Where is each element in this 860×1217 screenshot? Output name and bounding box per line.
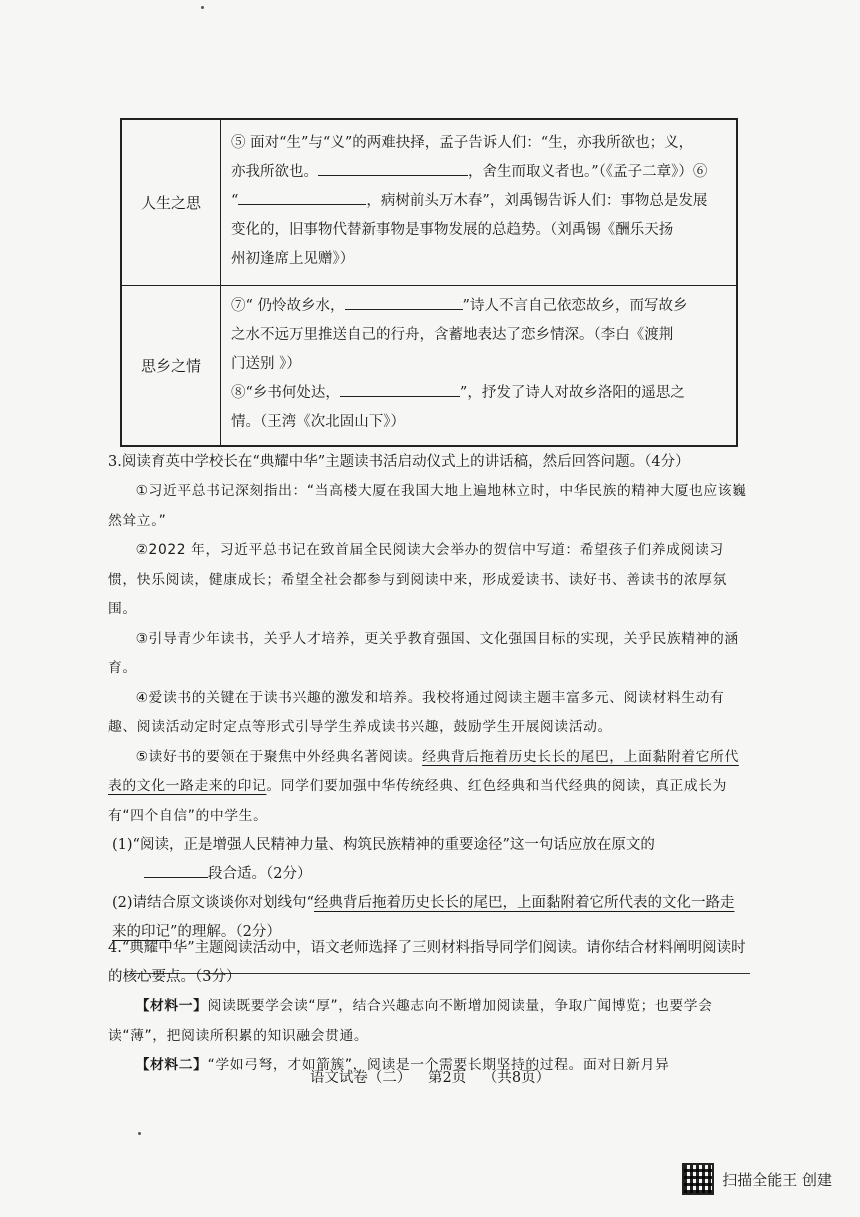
answer-blank[interactable] bbox=[318, 159, 468, 176]
line: 变化的，旧事物代替新事物是事物发展的总趋势。（刘禹锡《酬乐天扬 bbox=[231, 221, 674, 238]
line: 州初逢席上见赠》） bbox=[231, 250, 355, 267]
question-head: 4.“典耀中华”主题阅读活动中，语文老师选择了三则材料指导同学们阅读。请你结合材料阐明阅读时的核心要点。（3分） bbox=[108, 940, 746, 985]
category-cell: 人生之思 bbox=[121, 119, 221, 285]
sub-question-1: (1)“阅读，正是增强人民精神力量、构筑民族精神的重要途径”这一句话应放在原文的 bbox=[112, 837, 655, 853]
table-row bbox=[121, 119, 737, 285]
sub-question-2: (2)请结合原文谈谈你对划线句“经典背后拖着历史长长的尾巴，上面黏附着它所代表的文化一路走来的印记”的理解。（2分） bbox=[112, 895, 735, 940]
line: ⑤ 面对“生”与“义”的两难抉择，孟子告诉人们：“生，亦我所欲也；义， bbox=[231, 134, 694, 151]
content-cell bbox=[221, 285, 738, 446]
paragraph: ③引导青少年读书，关乎人才培养，更关乎教育强国、文化强国目标的实现，关乎民族精神的涵育。 bbox=[108, 630, 739, 676]
answer-blank[interactable] bbox=[345, 293, 463, 310]
answer-blank[interactable] bbox=[340, 380, 460, 397]
line: 之水不远万里推送自己的行舟，含蓄地表达了恋乡情深。（李白《渡荆 bbox=[231, 326, 674, 343]
paragraph: ②2022 年，习近平总书记在致首届全民阅读大会举办的贺信中写道：希望孩子们养成阅读习惯，快乐阅读，健康成长；希望全社会都参与到阅读中来，形成爱读书、读好书、善读书的浓厚氛围。 bbox=[108, 542, 728, 617]
line: 情。（王湾《次北固山下》） bbox=[231, 413, 405, 430]
page-footer: 语文试卷（二） 第2页 （共8页） bbox=[309, 1070, 551, 1086]
question-4 bbox=[108, 934, 758, 1081]
sub-question-1-cont: 段合适。（2分） bbox=[108, 860, 748, 889]
answer-blank[interactable] bbox=[238, 188, 366, 205]
line: ⑦“ 仍怜故乡水， ”诗人不言自己依恋故乡，而写故乡 bbox=[231, 292, 726, 321]
question-3 bbox=[108, 448, 748, 974]
answer-blank[interactable] bbox=[144, 861, 208, 878]
line: 门送别 》） bbox=[231, 355, 301, 372]
category-cell: 思乡之情 bbox=[121, 285, 221, 446]
underlined-sentence: 经典背后拖着历史长长的尾巴，上面黏附着它所代表的文化一路走来的印记 bbox=[108, 748, 739, 794]
content-cell bbox=[221, 119, 738, 285]
paragraph: ①习近平总书记深刻指出：“当高楼大厦在我国大地上遍地林立时，中华民族的精神大厦也应该巍然耸立。” bbox=[108, 483, 747, 529]
scan-speck bbox=[201, 6, 204, 9]
line: “ ，病树前头万木春”，刘禹锡告诉人们：事物总是发展 bbox=[231, 187, 726, 216]
material-1: 【材料一】阅读既要学会读“厚”，结合兴趣志向不断增加阅读量，争取广闻博览；也要学会读“薄”，把阅读所积累的知识融会贯通。 bbox=[108, 998, 713, 1044]
scan-speck bbox=[138, 1132, 141, 1135]
material-2: 【材料二】“学如弓弩，才如箭簇”，阅读是一个需要长期坚持的过程。面对日新月异 bbox=[135, 1057, 670, 1073]
paragraph: ⑤读好书的要领在于聚焦中外经典名著阅读。经典背后拖着历史长长的尾巴，上面黏附着它所代表的文化一路走来的印记。同学们要加强中华传统经典、红色经典和当代经典的阅读，真正成长为有“四个自信”的中学生。 bbox=[108, 748, 739, 824]
poem-table bbox=[120, 118, 738, 447]
qr-code-icon bbox=[682, 1163, 714, 1195]
paragraph: ④爱读书的关键在于读书兴趣的激发和培养。我校将通过阅读主题丰富多元、阅读材料生动有趣、阅读活动定时定点等形式引导学生养成读书兴趣，鼓励学生开展阅读活动。 bbox=[108, 689, 725, 735]
line: 亦我所欲也。 ，舍生而取义者也。”（《孟子二章》）⑥ bbox=[231, 158, 726, 187]
question-head: 3.阅读育英中学校长在“典耀中华”主题读书活启动仪式上的讲话稿，然后回答问题。（4分） bbox=[108, 454, 690, 470]
table-row bbox=[121, 285, 737, 446]
scanner-watermark: 扫描全能王 创建 bbox=[682, 1163, 832, 1195]
line: ⑧“乡书何处达， ”，抒发了诗人对故乡洛阳的遥思之 bbox=[231, 379, 726, 408]
